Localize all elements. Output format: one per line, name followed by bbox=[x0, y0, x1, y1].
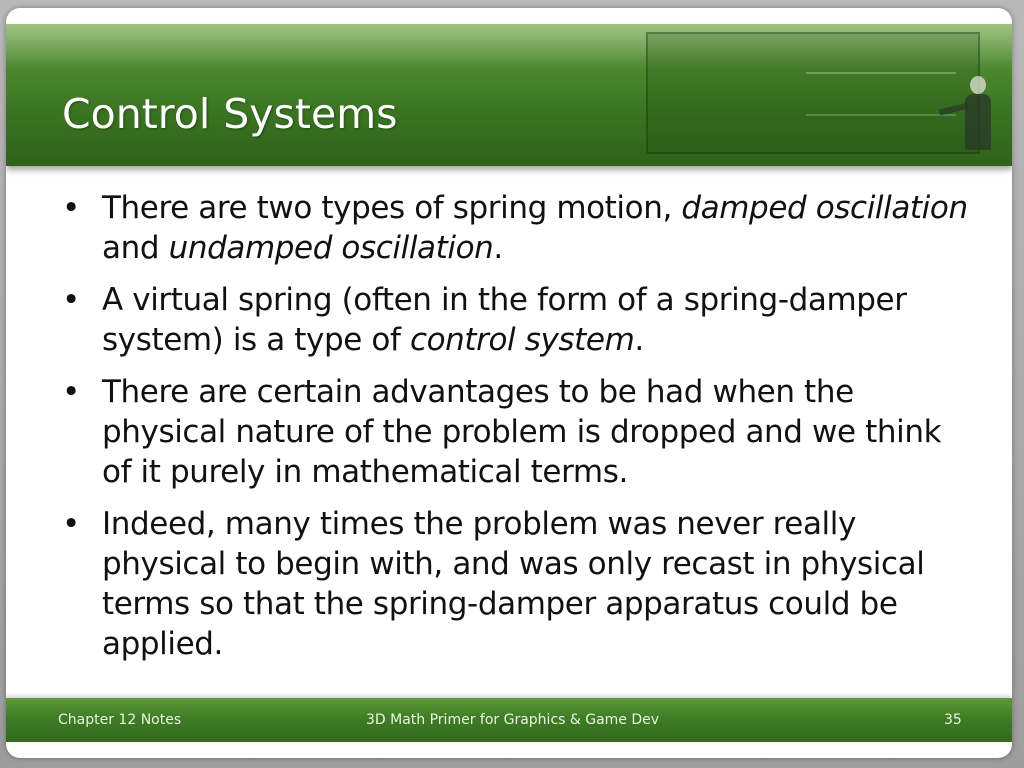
teacher-figure-graphic bbox=[961, 76, 995, 162]
slide-number: 35 bbox=[944, 712, 962, 728]
slide bbox=[6, 8, 1012, 758]
bullet-icon: • bbox=[62, 282, 80, 318]
slide-title: Control Systems bbox=[62, 90, 398, 138]
bullet-list bbox=[62, 188, 972, 664]
emphasized-term: control system bbox=[409, 322, 635, 358]
bullet-icon: • bbox=[62, 374, 80, 410]
bullet-text: There are certain advantages to be had when the physical nature of the problem is dropped and we think of it purely in mathematical terms. bbox=[102, 374, 942, 490]
bullet-item bbox=[62, 188, 972, 268]
bullet-text: A virtual spring (often in the form of a spring-damper system) is a type of bbox=[102, 282, 907, 358]
bullet-item bbox=[62, 372, 972, 492]
bullet-text: . bbox=[493, 230, 503, 266]
chalkboard-writing-graphic bbox=[806, 72, 956, 116]
bullet-icon: • bbox=[62, 506, 80, 542]
bullet-text: There are two types of spring motion, bbox=[102, 190, 682, 226]
figure-head bbox=[970, 76, 986, 94]
footer-chapter: Chapter 12 Notes bbox=[58, 712, 182, 728]
footer-book-title: 3D Math Primer for Graphics & Game Dev bbox=[366, 712, 660, 728]
bullet-text: . bbox=[634, 322, 644, 358]
bullet-text: Indeed, many times the problem was never really physical to begin with, and was only recast in physical terms so that the spring-damper apparatus could be applied. bbox=[102, 506, 925, 662]
figure-torso bbox=[965, 94, 991, 150]
bullet-text: and bbox=[102, 230, 169, 266]
bullet-item bbox=[62, 280, 972, 360]
title-banner bbox=[6, 24, 1012, 166]
emphasized-term: damped oscillation bbox=[681, 190, 968, 226]
bullet-item bbox=[62, 504, 972, 664]
emphasized-term: undamped oscillation bbox=[168, 230, 494, 266]
slide-body bbox=[62, 188, 972, 676]
bullet-icon: • bbox=[62, 190, 80, 226]
footer-bar bbox=[6, 698, 1012, 742]
